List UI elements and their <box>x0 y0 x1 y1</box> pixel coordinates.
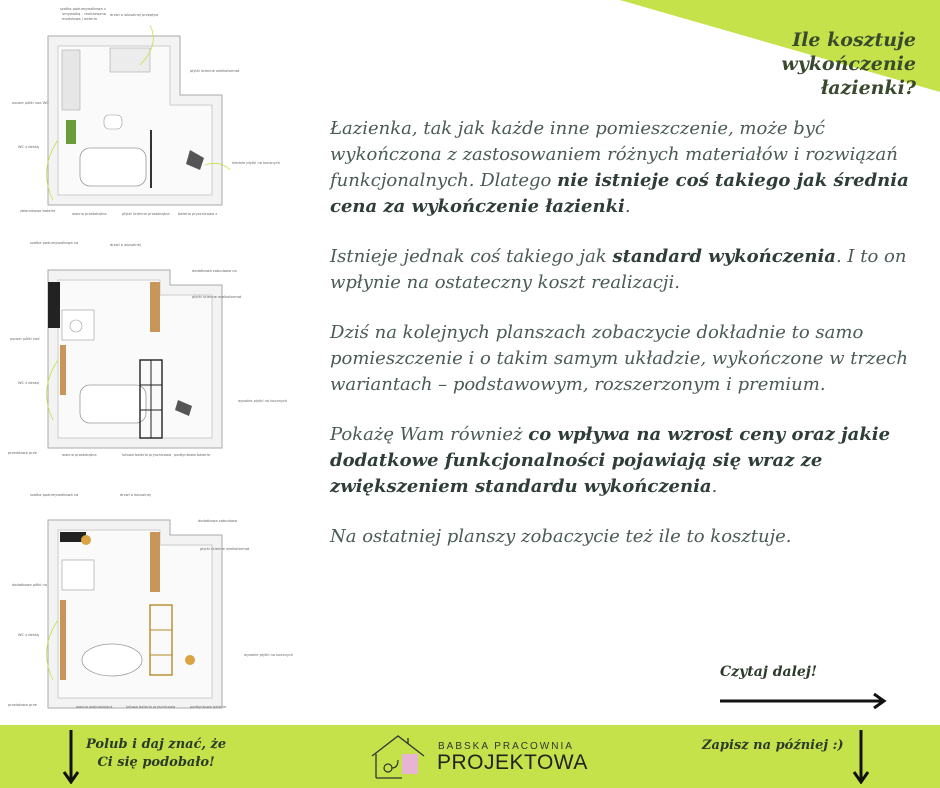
bathroom-plans-illustration <box>0 0 320 725</box>
svg-text:przelotowa prze: przelotowa prze <box>8 451 37 455</box>
intro-text <box>330 116 910 574</box>
plan-basic <box>12 7 280 216</box>
paragraph-4-bold: co wpływa na wzrost ceny oraz jakie dodatkowe funkcjonalności pojawiają się wraz ze zwiększeniem standardu wykończenia <box>330 424 891 497</box>
house-logo-icon <box>368 730 430 782</box>
svg-text:średnie płytki na bocznych: średnie płytki na bocznych <box>232 161 281 165</box>
svg-text:dodatkowa zabudowa na: dodatkowa zabudowa na <box>192 269 237 273</box>
svg-text:płytki ścienne wielkoformat: płytki ścienne wielkoformat <box>190 69 240 73</box>
logo-wordmark: PROJEKTOWA <box>437 751 588 774</box>
svg-text:przelotowa prze: przelotowa prze <box>8 703 37 707</box>
svg-text:wanna wolnostojąca: wanna wolnostojąca <box>76 705 113 709</box>
paragraph-3: Dziś na kolejnych planszach zobaczycie dokładnie to samo pomieszczenie i o takim samym układzie, wykończone w trzech wariantach – podstawowym, rozszerzonym i premium. <box>330 322 908 395</box>
svg-text:podtynkowa bateria: podtynkowa bateria <box>190 705 226 709</box>
svg-text:lufowa bateria prysznicowa: lufowa bateria prysznicowa <box>126 705 176 709</box>
svg-text:płytki ścienne wielkoformat: płytki ścienne wielkoformat <box>200 547 250 551</box>
svg-text:dodatkowa zabudowa: dodatkowa zabudowa <box>198 519 238 523</box>
svg-text:modułowa / bateria: modułowa / bateria <box>62 17 97 21</box>
svg-text:podtynkowa bateria: podtynkowa bateria <box>174 453 210 457</box>
svg-text:dodatkowe półki na: dodatkowe półki na <box>12 583 48 587</box>
read-more-link[interactable]: Czytaj dalej! <box>720 664 818 680</box>
svg-text:płytki ścienne prostokątne: płytki ścienne prostokątne <box>122 212 170 216</box>
svg-text:płytki ścienne wielkoformat: płytki ścienne wielkoformat <box>192 295 242 299</box>
paragraph-1-text: Łazienka, tak jak każde inne pomieszczenie, może być wykończona z zastosowaniem różnych materiałów i rozwiązań funkcjonalnych. Dlatego <box>330 118 898 191</box>
arrow-down-icon <box>852 730 870 784</box>
svg-text:WC z deską: WC z deską <box>18 381 39 385</box>
svg-text:wanna prostokątna: wanna prostokątna <box>72 212 107 216</box>
svg-text:szafka podumywalkowa na: szafka podumywalkowa na <box>30 241 79 245</box>
paragraph-2-end: . I to on wpłynie na ostateczny koszt realizacji. <box>330 246 907 293</box>
svg-text:oscaer półki nad WC: oscaer półki nad WC <box>12 101 49 105</box>
svg-text:drzwi o wizualnej: drzwi o wizualnej <box>110 243 141 247</box>
svg-text:wysokie płytki na bocznych: wysokie płytki na bocznych <box>244 653 294 657</box>
svg-text:wysokie płytki na bocznych: wysokie płytki na bocznych <box>238 399 288 403</box>
svg-text:wanna prostokątna: wanna prostokątna <box>62 453 97 457</box>
svg-text:oscaer półki nad: oscaer półki nad <box>10 337 40 341</box>
svg-text:drzwi o wizualnej: drzwi o wizualnej <box>120 493 151 497</box>
svg-text:lufowa bateria prysznicowa: lufowa bateria prysznicowa <box>122 453 172 457</box>
svg-text:drzwi o wizualnej przepływ: drzwi o wizualnej przepływ <box>110 13 159 17</box>
paragraph-2-bold: standard wykończenia <box>612 246 836 267</box>
paragraph-5: Na ostatniej planszy zobaczycie też ile to kosztuje. <box>330 526 792 547</box>
svg-text:zbiornikowe baterie: zbiornikowe baterie <box>20 209 56 213</box>
svg-text:bateria prysznicowa z: bateria prysznicowa z <box>178 212 218 216</box>
svg-text:szafka podumywalkowa z: szafka podumywalkowa z <box>60 7 106 11</box>
paragraph-4-end: . <box>711 476 718 497</box>
logo-tagline: BABSKA PRACOWNIA <box>438 741 574 752</box>
svg-text:WC z deską: WC z deską <box>18 145 39 149</box>
arrow-right-icon[interactable] <box>720 692 890 710</box>
paragraph-2 <box>330 244 910 296</box>
svg-text:szafka podumywalkowa na: szafka podumywalkowa na <box>30 493 79 497</box>
title-line-2: wykończenie łazienki? <box>781 53 916 99</box>
like-message-line-1: Polub i daj znać, że <box>86 737 227 752</box>
page-title <box>686 28 916 100</box>
like-message <box>86 736 226 772</box>
paragraph-1 <box>330 116 910 220</box>
title-line-1: Ile kosztuje <box>792 29 916 51</box>
paragraph-1-end: . <box>624 196 631 217</box>
plan-extended <box>8 241 287 457</box>
like-message-line-2: Ci się podobało! <box>97 755 215 770</box>
paragraph-1-bold: nie istnieje coś takiego jak średnia cena za wykończenie łazienki <box>330 170 909 217</box>
paragraph-4 <box>330 422 910 500</box>
paragraph-4-text: Pokażę Wam również <box>330 424 529 445</box>
save-later-message[interactable]: Zapisz na później :) <box>702 738 844 753</box>
svg-text:umywalką – realizowana: umywalką – realizowana <box>62 12 106 16</box>
paragraph-2-text: Istnieje jednak coś takiego jak <box>330 246 613 267</box>
svg-text:WC z deską: WC z deską <box>18 633 39 637</box>
arrow-down-icon <box>62 730 80 784</box>
plan-premium <box>8 493 293 709</box>
